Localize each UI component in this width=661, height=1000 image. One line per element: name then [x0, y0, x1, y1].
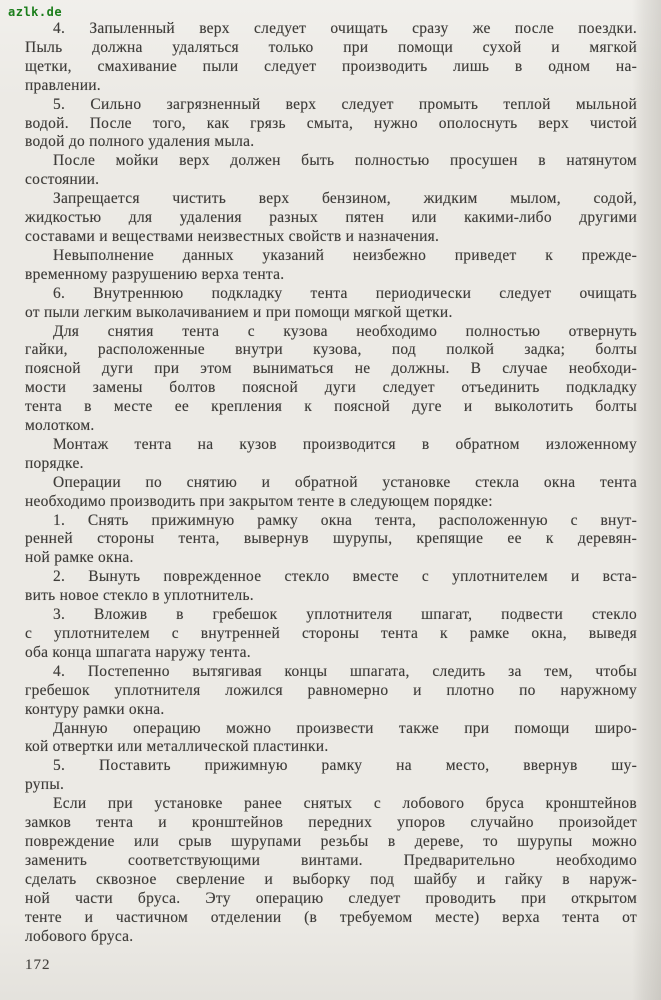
- text-line: оба конца шпагата наружу тента.: [25, 643, 251, 661]
- text-line: заменить соответствующими винтами. Предварительно необходимо: [25, 851, 637, 869]
- text-line: жидкостью для удаления разных пятен или какими-либо другими: [25, 209, 637, 227]
- text-line: Пыль должна удаляться только при помощи сухой и мягкой: [25, 38, 637, 56]
- text-line: временному разрушению верха тента.: [25, 265, 285, 283]
- text-line: от пыли легким выколачиванием и при помощи мягкой щетки.: [25, 303, 453, 321]
- text-line: замков тента и кронштейнов передних упоров случайно произойдет: [25, 814, 637, 832]
- text-line: Операции по снятию и обратной установке стекла окна тента: [53, 473, 637, 491]
- text-line: 5. Поставить прижимную рамку на место, ввернув шу-: [53, 757, 637, 775]
- paragraph: [25, 512, 637, 569]
- text-line: вить новое стекло в уплотнитель.: [25, 587, 254, 605]
- text-line: ренней стороны тента, вывернув шурупы, крепящие ее к деревян-: [25, 530, 637, 548]
- text-line: составами и веществами неизвестных свойств и назначения.: [25, 227, 440, 245]
- text-line: 1. Снять прижимную рамку окна тента, расположенную с внут-: [53, 511, 637, 529]
- text-line: гайки, расположенные внутри кузова, под полкой задка; болты: [25, 341, 637, 359]
- text-line: 2. Вынуть поврежденное стекло вместе с уплотнителем и вста-: [53, 568, 637, 586]
- paragraph: [25, 190, 637, 247]
- text-line: кой отвертки или металлической пластинки.: [25, 738, 329, 756]
- page-text: [25, 20, 637, 946]
- paragraph: [25, 720, 637, 758]
- text-line: После мойки верх должен быть полностью просушен в натянутом: [53, 152, 637, 170]
- text-line: Запрещается чистить верх бензином, жидким мылом, содой,: [53, 190, 637, 208]
- paragraph: [25, 20, 637, 96]
- paragraph: [25, 96, 637, 153]
- text-line: Если при установке ранее снятых с лобового бруса кронштейнов: [53, 795, 637, 813]
- text-line: Данную операцию можно произвести также при помощи широ-: [53, 719, 637, 737]
- paragraph: [25, 436, 637, 474]
- text-line: 4. Запыленный верх следует очищать сразу же после поездки.: [53, 20, 637, 37]
- paragraph: [25, 323, 637, 436]
- text-line: водой до полного удаления мыла.: [25, 133, 255, 151]
- text-line: водой. После того, как грязь смыта, нужно ополоснуть верх чистой: [25, 114, 637, 132]
- text-line: гребешок уплотнителя ложился равномерно и плотно по наружному: [25, 681, 637, 699]
- paragraph: [25, 663, 637, 720]
- text-line: повреждение или срыв шурупами резьбы в дереве, то шурупы можно: [25, 832, 637, 850]
- text-line: тенте и частичном отделении (в требуемом месте) верха тента от: [25, 908, 637, 926]
- paragraph: [25, 152, 637, 190]
- paragraph: [25, 568, 637, 606]
- text-line: Монтаж тента на кузов производится в обратном изложенному: [53, 435, 637, 453]
- text-line: состоянии.: [25, 171, 100, 189]
- text-line: сделать сквозное сверление и выборку под шайбу и гайку в наруж-: [25, 870, 637, 888]
- text-line: Для снятия тента с кузова необходимо полностью отвернуть: [53, 322, 637, 340]
- text-line: тента в месте ее крепления к поясной дуге и выколотить болты: [25, 398, 637, 416]
- text-line: лобового бруса.: [25, 927, 134, 945]
- page-number: 172: [25, 957, 51, 973]
- paragraph: [25, 606, 637, 663]
- text-line: с уплотнителем с внутренней стороны тента к рамке окна, выведя: [25, 625, 637, 642]
- text-line: поясной дуги при этом выниматься не должны. В случае необходи-: [25, 360, 637, 378]
- text-line: 3. Вложив в гребешок уплотнителя шпагат, подвести стекло: [53, 606, 637, 624]
- text-line: мости замены болтов поясной дуги следует отъединить подкладку: [25, 379, 637, 397]
- text-line: необходимо производить при закрытом тенте в следующем порядке:: [25, 492, 493, 510]
- text-line: 5. Сильно загрязненный верх следует промыть теплой мыльной: [53, 95, 637, 113]
- text-line: контуру рамки окна.: [25, 700, 165, 718]
- paragraph: [25, 285, 637, 323]
- text-line: порядке.: [25, 454, 84, 472]
- text-line: Невыполнение данных указаний неизбежно приведет к прежде-: [53, 246, 637, 264]
- text-line: 6. Внутреннюю подкладку тента периодически следует очищать: [53, 284, 637, 302]
- paragraph: [25, 757, 637, 795]
- text-line: молотком.: [25, 417, 95, 435]
- watermark: azlk.de: [8, 5, 63, 19]
- paragraph: [25, 795, 637, 946]
- text-line: рупы.: [25, 776, 65, 794]
- paragraph: [25, 247, 637, 285]
- text-line: 4. Постепенно вытягивая концы шпагата, следить за тем, чтобы: [53, 662, 637, 680]
- text-line: правлении.: [25, 76, 101, 94]
- paragraph: [25, 474, 637, 512]
- text-line: ной части бруса. Эту операцию следует проводить при открытом: [25, 889, 637, 907]
- text-line: ной рамке окна.: [25, 549, 134, 567]
- text-line: щетки, смахивание пыли следует производить лишь в одном на-: [25, 57, 637, 75]
